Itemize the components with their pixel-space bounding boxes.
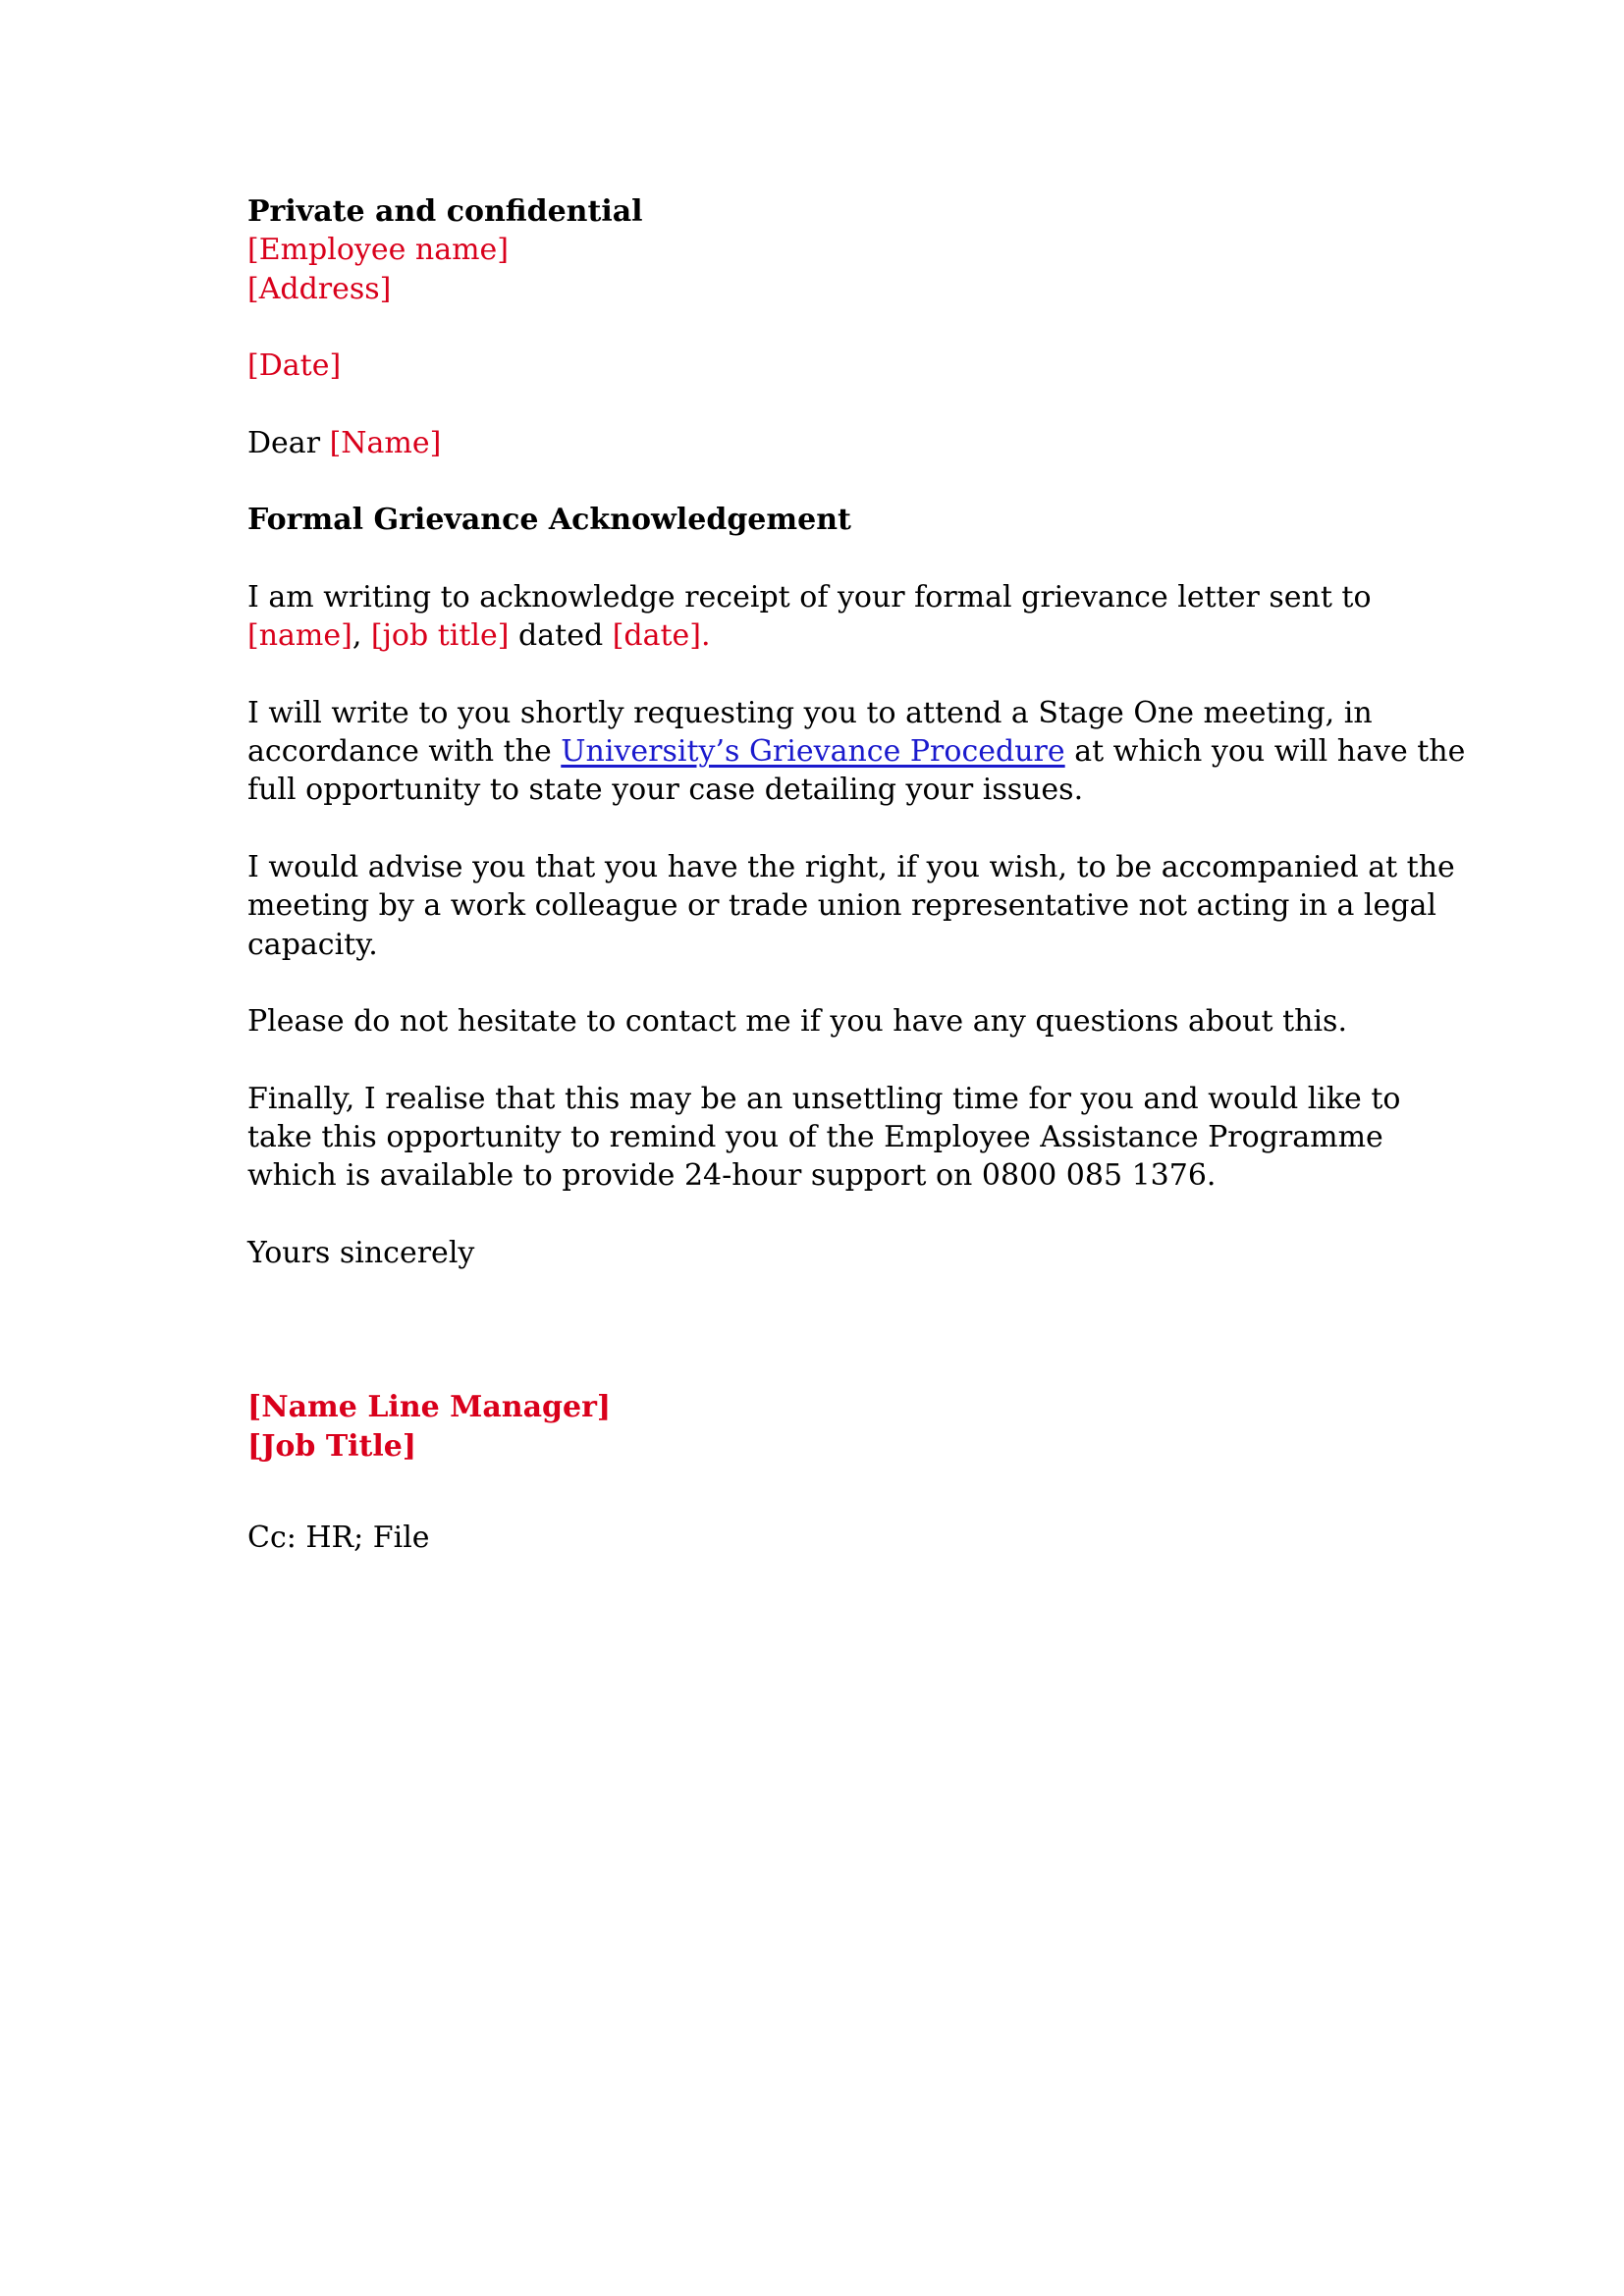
period-text: . <box>701 618 711 654</box>
paragraph-line <box>247 732 1466 771</box>
comma-text: , <box>352 618 362 654</box>
paragraph-contact <box>247 1002 1406 1041</box>
spacer <box>247 1466 1406 1519</box>
letter-date-placeholder: [date] <box>612 618 702 654</box>
paragraph-line: I would advise you that you have the right, if you wish, to be accompanied at the <box>247 850 1455 885</box>
paragraph-line: capacity. <box>247 927 378 962</box>
cc-line: Cc: HR; File <box>247 1520 430 1555</box>
grievance-procedure-link[interactable]: University’s Grievance Procedure <box>561 734 1065 770</box>
signatory-title-placeholder: [Job Title] <box>247 1428 417 1464</box>
paragraph-line: meeting by a work colleague or trade union representative not acting in a legal <box>247 888 1436 924</box>
spacer <box>247 308 1406 347</box>
paragraph-line: Finally, I realise that this may be an unsettling time for you and would like to <box>247 1081 1401 1116</box>
paragraph-meeting <box>247 694 1466 810</box>
employee-name-placeholder: [Employee name] <box>247 233 510 268</box>
address-placeholder: [Address] <box>247 271 392 306</box>
spacer <box>247 1196 1406 1234</box>
spacer <box>247 964 1406 1002</box>
paragraph-acknowledge <box>247 578 1406 656</box>
paragraph-line: I will write to you shortly requesting you to attend a Stage One meeting, in <box>247 695 1373 730</box>
paragraph-text: accordance with the <box>247 734 552 770</box>
paragraph-line: I am writing to acknowledge receipt of your formal grievance letter sent to <box>247 579 1372 614</box>
paragraph-eap <box>247 1080 1406 1196</box>
job-title-placeholder: [job title] <box>370 618 510 654</box>
spacer <box>247 656 1406 694</box>
letter-body <box>247 192 1466 1557</box>
paragraph-line <box>247 616 1406 655</box>
signatory-name-placeholder: [Name Line Manager] <box>247 1390 612 1425</box>
recipient-name-placeholder: [name] <box>247 618 352 654</box>
spacer <box>247 810 1406 848</box>
confidential-heading: Private and confidential <box>247 194 643 229</box>
spacer <box>247 385 1406 423</box>
paragraph-right-to-accompany <box>247 848 1455 964</box>
salutation <box>247 424 1406 462</box>
spacer <box>247 1041 1406 1080</box>
paragraph-text: at which you will have the <box>1074 734 1466 770</box>
salutation-dear: Dear <box>247 425 321 460</box>
signature-space <box>247 1272 1406 1388</box>
subject-heading: Formal Grievance Acknowledgement <box>247 503 851 538</box>
paragraph-line: take this opportunity to remind you of the Employee Assistance Programme <box>247 1120 1383 1155</box>
closing-text: Yours sincerely <box>247 1236 475 1271</box>
spacer <box>247 462 1406 501</box>
spacer <box>247 540 1406 578</box>
salutation-name-placeholder: [Name] <box>329 425 442 460</box>
paragraph-line: Please do not hesitate to contact me if you have any questions about this. <box>247 1004 1347 1040</box>
date-placeholder: [Date] <box>247 348 342 384</box>
paragraph-line: which is available to provide 24-hour support on 0800 085 1376. <box>247 1158 1217 1194</box>
dated-text: dated <box>518 618 604 654</box>
paragraph-line: full opportunity to state your case detailing your issues. <box>247 773 1084 808</box>
